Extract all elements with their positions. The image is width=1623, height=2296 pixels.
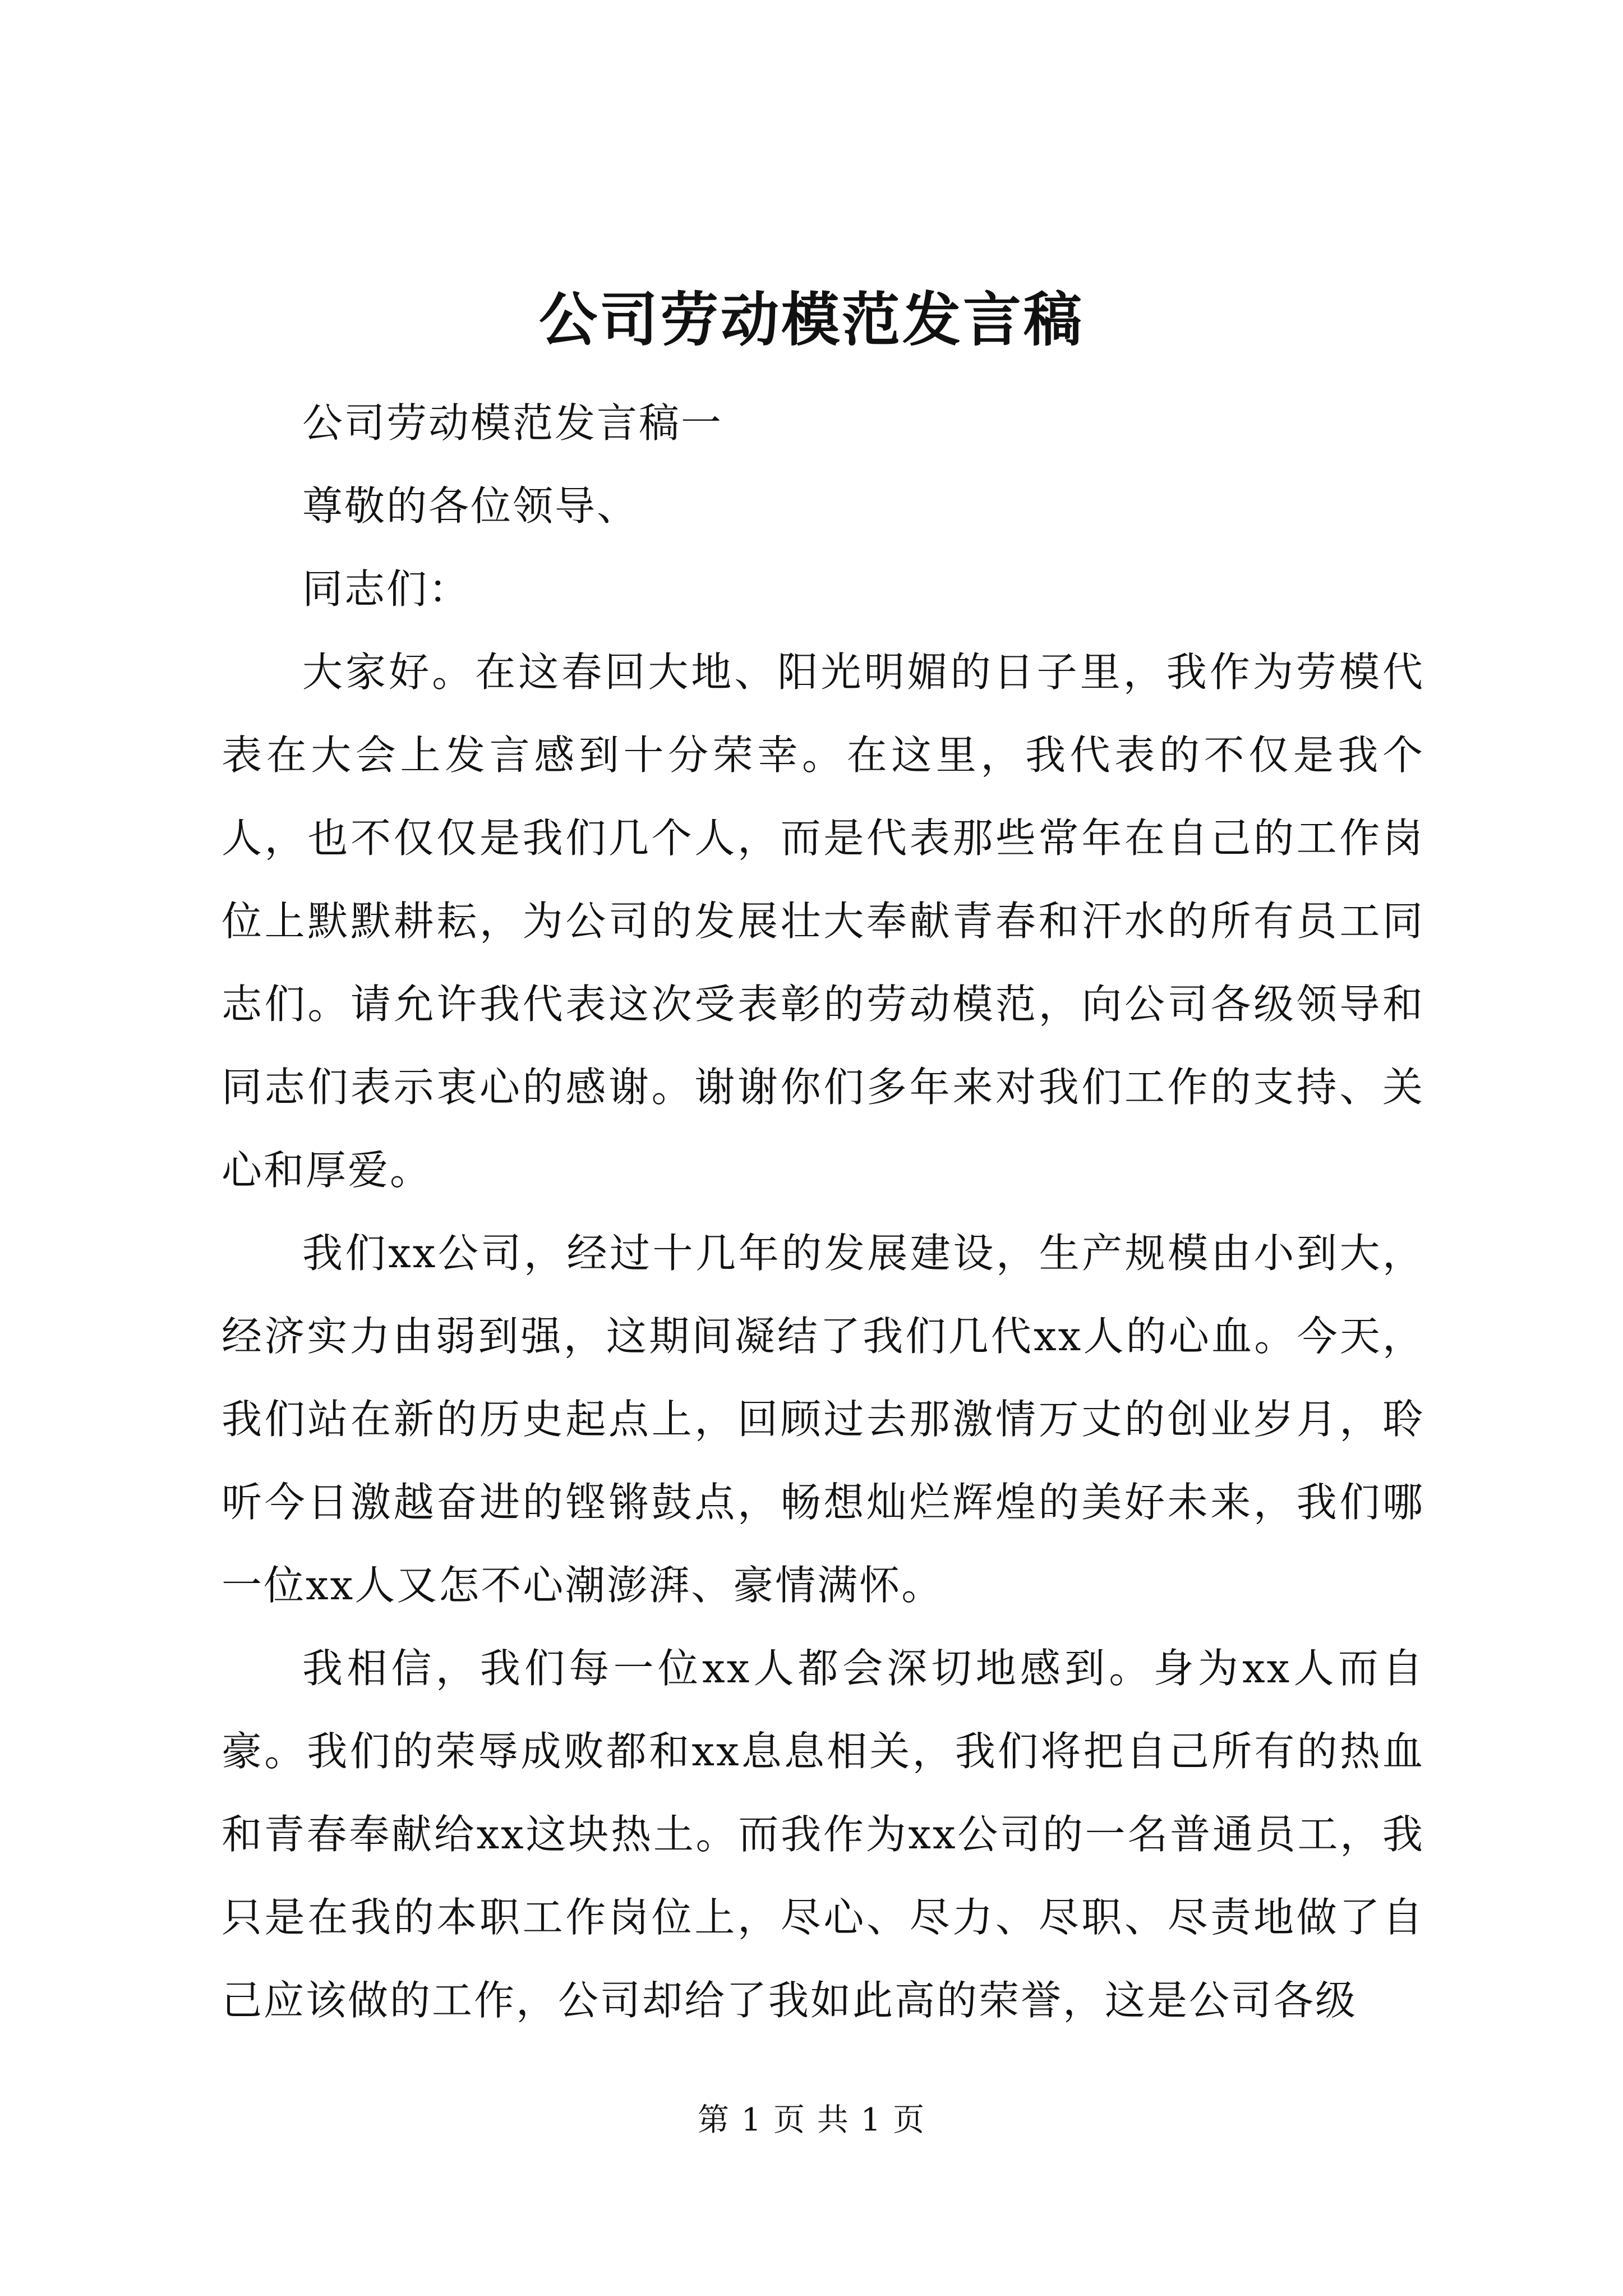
document-title: 公司劳动模范发言稿	[538, 285, 1084, 354]
paragraph-salutation: 尊敬的各位领导、	[302, 482, 639, 530]
document-body	[222, 381, 1424, 2042]
paragraph-subtitle: 公司劳动模范发言稿一	[302, 399, 723, 447]
paragraph: 我相信，我们每一位xx人都会深切地感到。身为xx人而自豪。我们的荣辱成败都和xx息息相关，我们将把自己所有的热血和青春奉献给xx这块热土。而我作为xx公司的一名普通员工，我只是在我的本职工作岗位上，尽心、尽力、尽职、尽责地做了自己应该做的工作，公司却给了我如此高的荣誉，这是公司各级	[222, 1645, 1424, 2024]
page-footer: 第 1 页 共 1 页	[697, 2102, 926, 2138]
paragraph: 我们xx公司，经过十几年的发展建设，生产规模由小到大，经济实力由弱到强，这期间凝结了我们几代xx人的心血。今天，我们站在新的历史起点上，回顾过去那激情万丈的创业岁月，聆听今日激越奋进的铿锵鼓点，畅想灿烂辉煌的美好未来，我们哪一位xx人又怎不心潮澎湃、豪情满怀。	[222, 1230, 1424, 1609]
paragraph: 大家好。在这春回大地、阳光明媚的日子里，我作为劳模代表在大会上发言感到十分荣幸。在这里，我代表的不仅是我个人，也不仅仅是我们几个人，而是代表那些常年在自己的工作岗位上默默耕耘，为公司的发展壮大奉献青春和汗水的所有员工同志们。请允许我代表这次受表彰的劳动模范，向公司各级领导和同志们表示衷心的感谢。谢谢你们多年来对我们工作的支持、关心和厚爱。	[222, 648, 1424, 1194]
paragraph-salutation-2: 同志们：	[302, 565, 471, 613]
